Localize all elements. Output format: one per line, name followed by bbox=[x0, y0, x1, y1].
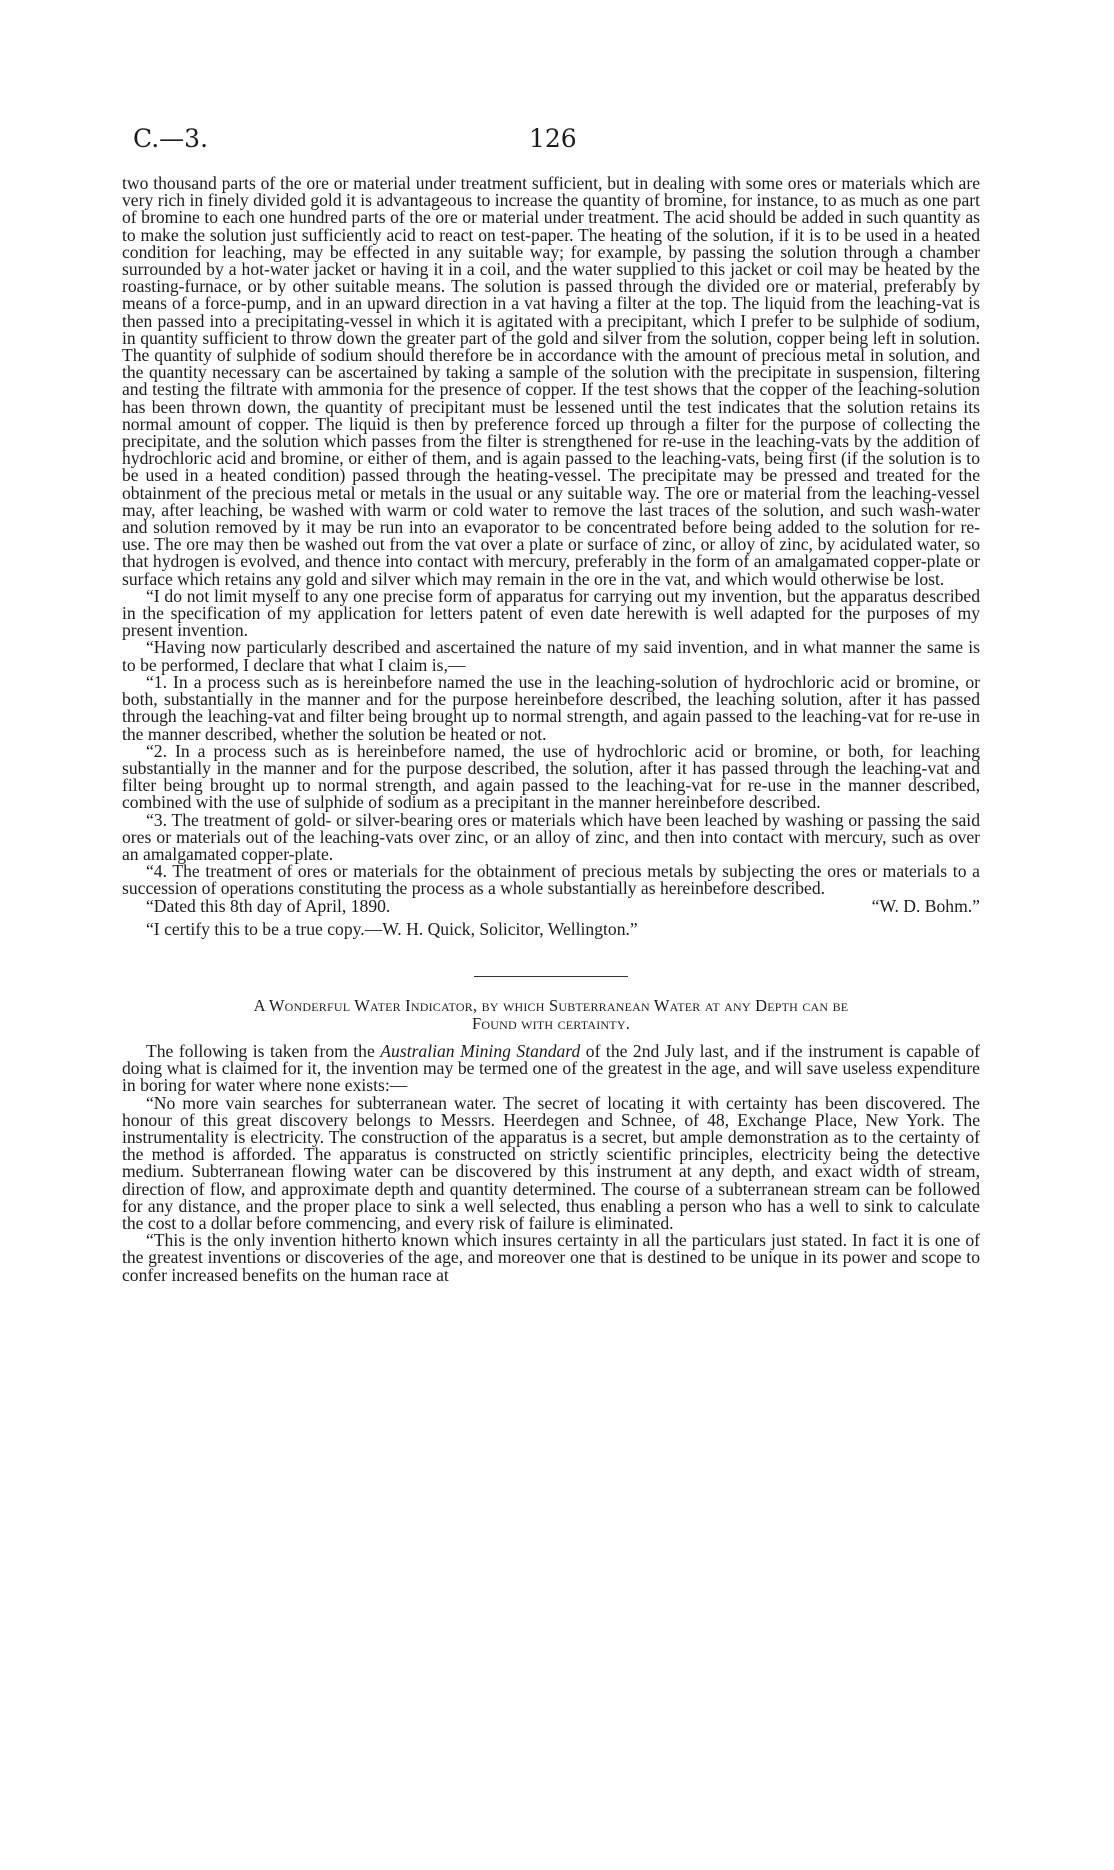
dated-text: “Dated this 8th day of April, 1890. bbox=[146, 895, 391, 916]
document-reference: C.—3. bbox=[133, 124, 209, 153]
certification-line: “I certify this to be a true copy.—W. H. Quick, Solicitor, Wellington.” bbox=[146, 918, 638, 939]
section-heading-line-1: A Wonderful Water Indicator, by which Subterranean Water at any Depth can be bbox=[253, 995, 849, 1015]
source-publication: Australian Mining Standard bbox=[380, 1040, 581, 1061]
claim-2: “2. In a process such as is hereinbefore named, the use of hydrochloric acid or bromine, or both, for leaching substantially in the manner and for the purpose described, the solution, after it has passed through the leaching-vat and filter being brought up to normal strength, and again passed to the leaching-vat for re-use in the manner described, combined with the use of sulphide of sodium as a precipitant in the manner hereinbefore described. bbox=[122, 740, 980, 813]
paragraph-apparatus: “I do not limit myself to any one precise form of apparatus for carrying out my invention, but the apparatus described in the specification of my application for letters patent of even date herewith is well adapted for the purposes of my present invention. bbox=[122, 585, 980, 641]
signature: “W. D. Bohm.” bbox=[871, 895, 980, 916]
page-body bbox=[122, 175, 980, 1284]
continued-paragraph: two thousand parts of the ore or material under treatment sufficient, but in dealing with some ores or materials which are very rich in finely divided gold it is advantageous to increase the quantity of bromine, for instance, to as much as one part of bromine to each one hundred parts of the ore or material under treatment. The acid should be added in such quantity as to make the solution just sufficiently acid to react on test-paper. The heating of the solution, if it is to be used in a heated condition for leaching, may be effected in any suitable way; for example, by passing the solution through a chamber surrounded by a hot-water jacket or having it in a coil, and the water supplied to this jacket or coil may be heated by the roasting-furnace, or by other suitable means. The solution is passed through the divided ore or material, preferably by means of a force-pump, and in an upward direction in a vat having a filter at the top. The liquid from the leaching-vat is then passed into a precipitating-vessel in which it is agitated with a precipitant, which I prefer to be sulphide of sodium, in quantity sufficient to throw down the greater part of the gold and silver from the solution, copper being left in solution. The quantity of sulphide of sodium should therefore be in accordance with the amount of precious metal in solution, and the quantity necessary can be ascertained by taking a sample of the solution with the precipitate in suspension, filtering and testing the filtrate with ammonia for the presence of copper. If the test shows that the copper of the leaching-solution has been thrown down, the quantity of precipitant must be lessened until the test indicates that the solution retains its normal amount of copper. The liquid is then by preference forced up through a filter for the purpose of collecting the precipitate, and the solution which passes from the filter is strengthened for re-use in the leaching-vats by the addition of hydrochloric acid and bromine, or either of them, and is again passed to the leaching-vats, being first (if the solution is to be used in a heated condition) passed through the heating-vessel. The precipitate may be pressed and treated for the obtainment of the precious metal or metals in the usual or any suitable way. The ore or material from the leaching-vessel may, after leaching, be washed with warm or cold water to remove the last traces of the solution, and such wash-water and solution removed by it may be run into an evaporator to be concentrated before being added to the solution for re-use. The ore may then be washed out from the vat over a plate or surface of zinc, or alloy of zinc, by acidulated water, so that hydrogen is evolved, and thence into contact with mercury, preferably in the form of an amalgamated copper-plate or surface which retains any gold and silver which may remain in the ore in the vat, and which would otherwise be lost. bbox=[122, 173, 980, 589]
section-heading bbox=[122, 997, 980, 1033]
quoted-paragraph-1: “No more vain searches for subterranean water. The secret of locating it with certainty has been discovered. The honour of this great discovery belongs to Messrs. Heerdegen and Schnee, of 48, Exchange Place, New York. The instrumentality is electricity. The construction of the apparatus is a secret, but ample demonstration as to the certainty of the method is afforded. The apparatus is constructed on strictly scientific principles, electricity being the detective medium. Subterranean flowing water can be discovered by this instrument at any depth, and exact width of stream, direction of flow, and approximate depth and quantity determined. The course of a subterranean stream can be followed for any distance, and the proper place to sink a well selected, thus enabling a person who has a well to sink to calculate the cost to a dollar before commencing, and every risk of failure is eliminated. bbox=[122, 1092, 980, 1233]
claim-4: “4. The treatment of ores or materials for the obtainment of precious metals by subjecting the ores or materials to a succession of operations constituting the process as a whole substantially as hereinbefore described. bbox=[122, 861, 980, 899]
section-intro bbox=[122, 1040, 980, 1096]
quoted-paragraph-2: “This is the only invention hitherto known which insures certainty in all the particulars just stated. In fact it is one of the greatest inventions or discoveries of the age, and moreover one that is destined to be unique in its power and scope to confer increased benefits on the human race at bbox=[122, 1230, 980, 1285]
section-heading-line-2: Found with certainty. bbox=[471, 1013, 631, 1033]
page-header bbox=[133, 124, 983, 164]
paragraph-claim-intro: “Having now particularly described and ascertained the nature of my said invention, and in what manner the same is to be performed, I declare that what I claim is,— bbox=[122, 637, 980, 675]
dated-line bbox=[122, 895, 980, 916]
intro-before: The following is taken from the bbox=[146, 1040, 381, 1061]
claim-3: “3. The treatment of gold- or silver-bearing ores or materials which have been leached by washing or passing the said ores or materials out of the leaching-vats over zinc, or an alloy of zinc, and then into contact with mercury, such as over an amalgamated copper-plate. bbox=[122, 809, 980, 864]
claim-1: “1. In a process such as is hereinbefore named the use in the leaching-solution of hydrochloric acid or bromine, or both, substantially in the manner and for the purpose hereinbefore described, the leaching solution, after it has passed through the leaching-vat and filter being brought up to normal strength, and again passed to the leaching-vat for re-use in the manner described, whether the solution be heated or not. bbox=[122, 671, 980, 744]
page-number: 126 bbox=[529, 124, 577, 153]
section-divider bbox=[474, 976, 628, 977]
intro-after: of the 2nd July last, and if the instrument is capable of doing what is claimed for it, the invention may be termed one of the greatest in the age, and will save useless expenditure in boring for water where none exists:— bbox=[122, 1040, 980, 1096]
